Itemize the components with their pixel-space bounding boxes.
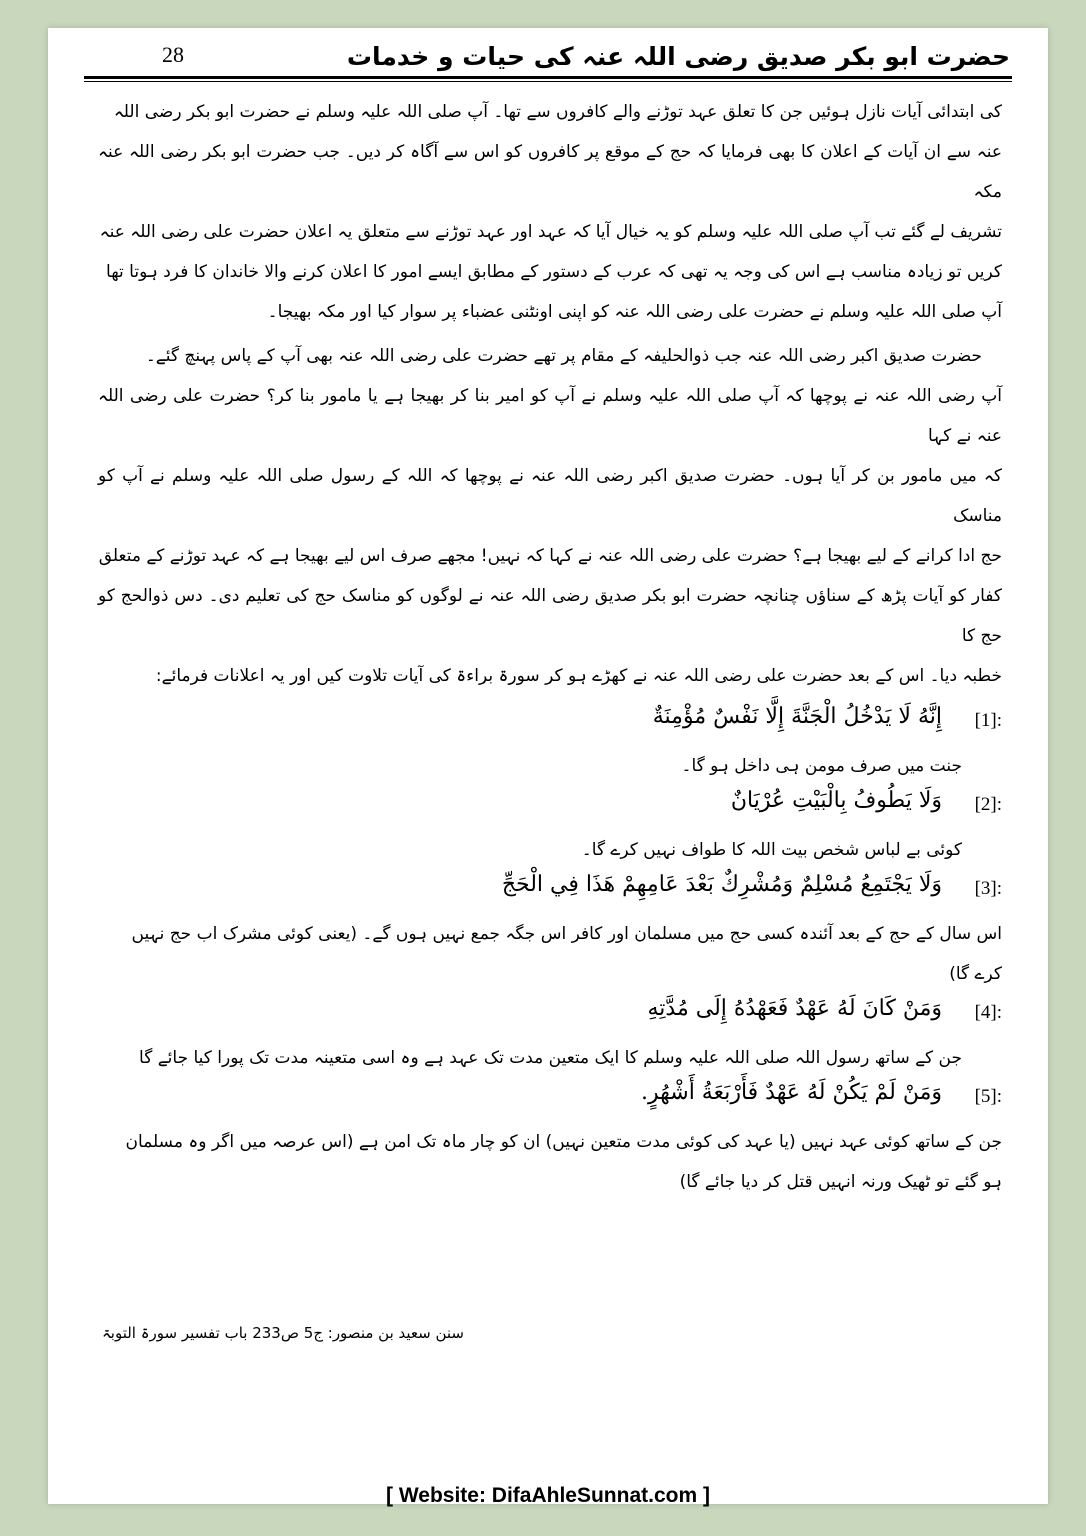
- text-line: آپ صلی اللہ علیہ وسلم نے حضرت علی رضی اللہ عنہ کو اپنی اونٹنی عضباء پر سوار کیا اور مکہ بھیجا۔: [267, 302, 1002, 322]
- paragraph-2: [98, 336, 1002, 696]
- translation: اس سال کے حج کے بعد آئندہ کسی حج میں مسلمان اور کافر اس جگہ جمع نہیں ہوں گے۔ (یعنی کوئی مشرک اب حج نہیں: [131, 924, 1002, 944]
- item-number: [3]:: [974, 878, 1002, 899]
- text-line: حج ادا کرانے کے لیے بھیجا ہے؟ حضرت علی رضی اللہ عنہ نے کہا کہ نہیں! مجھے صرف اس لیے بھیجا ہے کہ عہد توڑنے کے متعلق: [98, 546, 1002, 566]
- text-line: آپ رضی اللہ عنہ نے پوچھا کہ آپ صلی اللہ علیہ وسلم نے آپ کو امیر بنا کر بھیجا ہے یا مامور بنا کر؟ حضرت علی رضی اللہ عنہ نے کہا: [98, 386, 1002, 446]
- header-rule-thin: [84, 81, 1012, 82]
- text-line: خطبہ دیا۔ اس کے بعد حضرت علی رضی اللہ عنہ نے کھڑے ہو کر سورۃ براءۃ کی آیات تلاوت کیں اور یہ اعلانات فرمائے:: [155, 666, 1002, 686]
- body-text: [98, 92, 1002, 1202]
- announcements-list: [98, 702, 1002, 1202]
- page-header: [48, 28, 1048, 80]
- translation: ہو گئے تو ٹھیک ورنہ انہیں قتل کر دیا جائے گا): [679, 1172, 1002, 1192]
- translation: کوئی بے لباس شخص بیت اللہ کا طواف نہیں کرے گا۔: [581, 840, 962, 860]
- item-number: [1]:: [974, 710, 1002, 731]
- arabic-verse: وَمَنْ كَانَ لَهُ عَهْدٌ فَعَهْدُهُ إِلَى مُدَّتِهِ: [647, 996, 942, 1021]
- translation: جن کے ساتھ رسول اللہ صلی اللہ علیہ وسلم کا ایک متعین مدت تک عہد ہے وہ اسی متعینہ مدت تک پورا کیا جائے گا: [139, 1048, 962, 1068]
- text-line: کریں تو زیادہ مناسب ہے اس کی وجہ یہ تھی کہ عرب کے دستور کے مطابق ایسے امور کا اعلان کرنے والا خاندان کا فرد ہوتا تھا: [106, 262, 1002, 282]
- text-line: تشریف لے گئے تب آپ صلی اللہ علیہ وسلم کو یہ خیال آیا کہ عہد اور عہد توڑنے سے متعلق یہ اعلان حضرت علی رضی اللہ عنہ: [99, 222, 1002, 242]
- source-reference: سنن سعید بن منصور: ج5 ص233 باب تفسیر سورۃ التوبۃ: [102, 1324, 464, 1342]
- translation: جنت میں صرف مومن ہی داخل ہو گا۔: [681, 756, 962, 776]
- announcement-item: [98, 702, 1002, 786]
- text-line: عنہ سے ان آیات کے اعلان کا بھی فرمایا کہ حج کے موقع پر کافروں کو اس سے آگاہ کر دیں۔ جب حضرت ابو بکر رضی اللہ عنہ مکہ: [98, 142, 1002, 202]
- book-title: حضرت ابو بکر صدیق رضی اللہ عنہ کی حیات و خدمات: [346, 42, 1010, 71]
- text-line: کہ میں مامور بن کر آیا ہوں۔ حضرت صدیق اکبر رضی اللہ عنہ نے پوچھا کہ اللہ کے رسول صلی اللہ علیہ وسلم نے آپ کو مناسک: [98, 466, 1002, 526]
- text-line: حضرت صدیق اکبر رضی اللہ عنہ جب ذوالحلیفہ کے مقام پر تھے حضرت علی رضی اللہ عنہ بھی آپ کے پاس پہنچ گئے۔: [145, 346, 982, 366]
- announcement-item: [98, 786, 1002, 870]
- item-number: [5]:: [974, 1086, 1002, 1107]
- page-number: 28: [162, 42, 184, 67]
- translation: کرے گا): [949, 964, 1002, 984]
- announcement-item: [98, 870, 1002, 994]
- header-rule-thick: [84, 76, 1012, 79]
- item-number: [2]:: [974, 794, 1002, 815]
- announcement-item: [98, 994, 1002, 1078]
- document-page: [48, 28, 1048, 1507]
- text-line: کی ابتدائی آیات نازل ہوئیں جن کا تعلق عہد توڑنے والے کافروں سے تھا۔ آپ صلی اللہ علیہ وسلم نے حضرت ابو بکر رضی اللہ: [113, 102, 1002, 122]
- text-line: کفار کو آیات پڑھ کے سناؤں چنانچہ حضرت ابو بکر صدیق رضی اللہ عنہ نے لوگوں کو مناسک حج کی تعلیم دی۔ دس ذوالحج کو حج کا: [98, 586, 1002, 646]
- translation: جن کے ساتھ کوئی عہد نہیں (یا عہد کی کوئی مدت متعین نہیں) ان کو چار ماہ تک امن ہے (اس عرصہ میں اگر وہ مسلمان: [125, 1132, 1002, 1152]
- arabic-verse: وَلَا يَطُوفُ بِالْبَيْتِ عُرْيَانٌ: [730, 788, 942, 813]
- item-number: [4]:: [974, 1002, 1002, 1023]
- arabic-verse: إِنَّهُ لَا يَدْخُلُ الْجَنَّةَ إِلَّا نَفْسٌ مُؤْمِنَةٌ: [652, 704, 942, 729]
- paragraph-1: [98, 92, 1002, 332]
- website-footer: [ Website: DifaAhleSunnat.com ]: [386, 1484, 710, 1507]
- arabic-verse: وَلَا يَجْتَمِعُ مُسْلِمٌ وَمُشْرِكٌ بَعْدَ عَامِهِمْ هَذَا فِي الْحَجِّ: [501, 872, 942, 897]
- arabic-verse: وَمَنْ لَمْ يَكُنْ لَهُ عَهْدٌ فَأَرْبَعَةُ أَشْهُرٍ.: [641, 1080, 942, 1105]
- announcement-item: [98, 1078, 1002, 1202]
